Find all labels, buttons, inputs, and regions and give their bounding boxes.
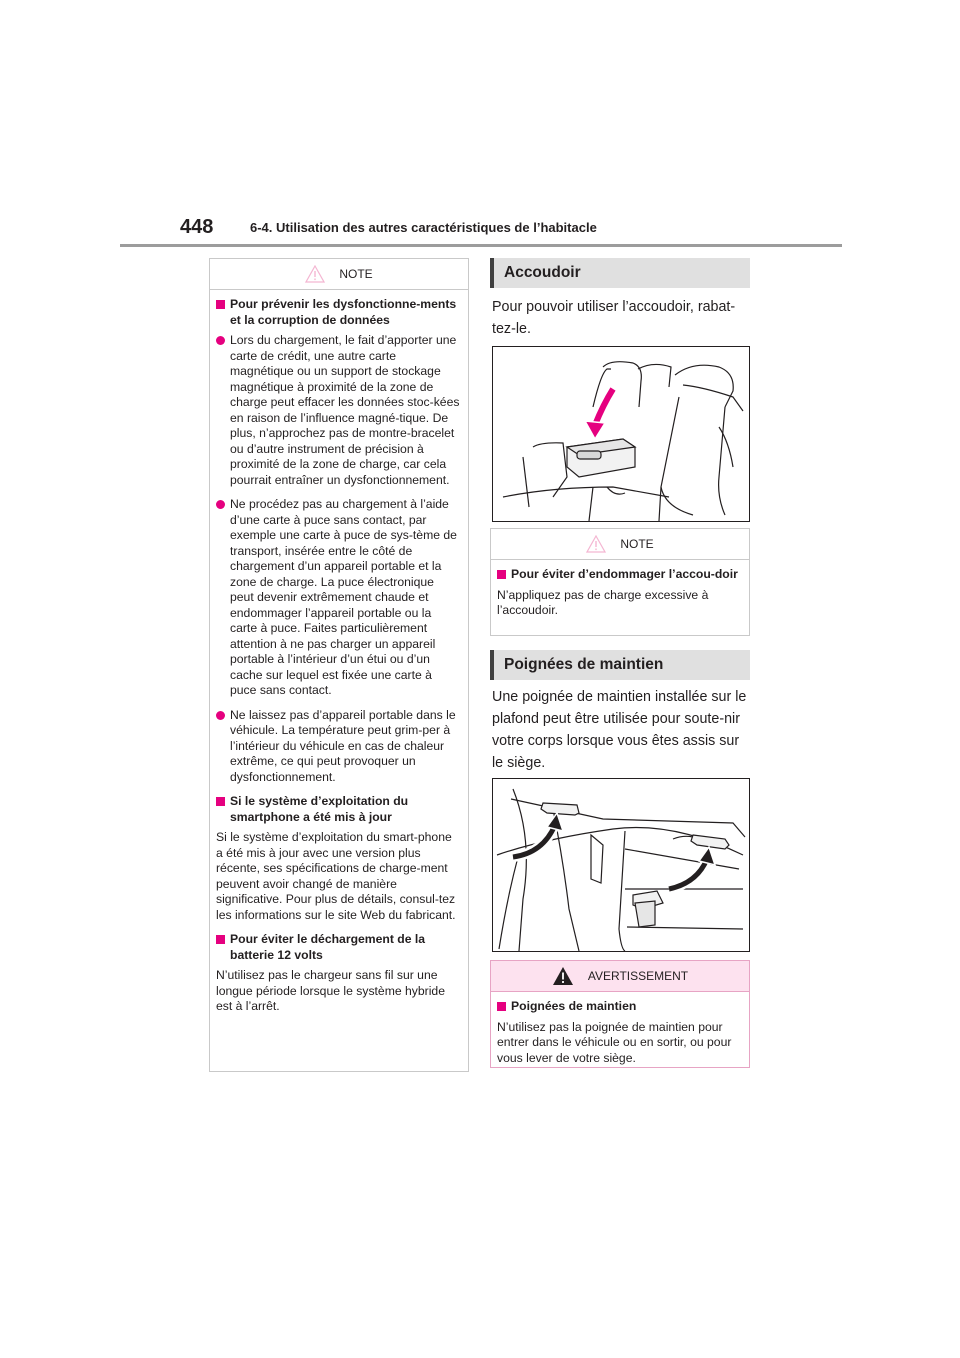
square-bullet-icon [497, 570, 506, 579]
note-heading-text: Pour prévenir les dysfonctionne-ments et la corruption de données [230, 297, 457, 327]
square-bullet-icon [216, 300, 225, 309]
note-heading-text: Pour éviter d’endommager l’accou-doir [511, 567, 738, 581]
note-bullet [216, 333, 461, 488]
accoudoir-text: Pour pouvoir utiliser l’accoudoir, rabat-tez-le. [492, 299, 736, 337]
note-bullet-text: Ne procédez pas au chargement à l’aide d’une carte à puce sans contact, par exemple une carte à puce de sys-tème de transport, insérée entre le côté de chargement d’un appareil portable et la zone de charge. La puce électronique peut devenir extrêmement chaude et endommager l’appareil portable ou la carte à puce. Faites particulièrement attention à ne pas charger un appareil portable à l’intérieur d’un étui ou d’un cache sur lequel est fixée une carte à puce sans contact. [230, 497, 457, 697]
note-label: NOTE [620, 537, 654, 551]
page-number: 448 [180, 216, 214, 238]
note-heading-text: Pour éviter le déchargement de la batterie 12 volts [230, 932, 426, 962]
note-paragraph: Si le système d’exploitation du smart-phone a été mis à jour avec une version plus récente, ses spécifications de charge-ment peuvent avoir changé de manière significative. Pour plus de détails, consul-tez les informations sur le site Web du fabricant. [216, 830, 456, 922]
note-box-accoudoir [490, 528, 750, 636]
note-bullet [216, 708, 461, 786]
square-bullet-icon [216, 797, 225, 806]
warning-heading [497, 999, 742, 1015]
round-bullet-icon [216, 711, 225, 720]
warning-label: AVERTISSEMENT [587, 969, 689, 983]
note-box-charging [209, 258, 469, 1072]
section-heading-accoudoir [490, 258, 750, 288]
note-bullet [216, 497, 461, 699]
note-box-header [491, 529, 749, 560]
note-caution-icon [305, 265, 325, 283]
note-box-header [210, 259, 468, 290]
warning-box-header [491, 961, 749, 992]
note-label: NOTE [339, 267, 373, 281]
armrest-illustration [492, 346, 750, 522]
header-rule [120, 244, 842, 247]
section-heading-text: Accoudoir [504, 264, 581, 281]
note-bullet-text: Ne laissez pas d’appareil portable dans le véhicule. La température peut grim-per à l’intérieur du véhicule en cas de chaleur extrême, ce qui peut provoquer un dysfonctionnement. [230, 707, 456, 784]
warning-icon [552, 966, 574, 986]
note-bullet-text: Lors du chargement, le fait d’apporter une carte de crédit, une autre carte magnétique ou un support de stockage magnétique à proximité de la zone de charge peut effacer les données stoc-kées en raison de l’influence magné-tique. De plus, n’approchez pas de montre-bracelet ou d’autre instrument de précision à proximité de la zone de charge, car cela pourrait entraîner un dysfonctionnement. [230, 333, 460, 487]
note-heading [216, 794, 461, 825]
square-bullet-icon [497, 1002, 506, 1011]
warning-box-poignees [490, 960, 750, 1068]
section-heading-text: Poignées de maintien [504, 656, 664, 673]
note-paragraph: N’appliquez pas de charge excessive à l’accoudoir. [497, 587, 709, 617]
note-heading [216, 932, 461, 963]
round-bullet-icon [216, 500, 225, 509]
square-bullet-icon [216, 935, 225, 944]
note-paragraph: N’utilisez pas le chargeur sans fil sur une longue période lorsque le système hybride est à l’arrêt. [216, 968, 445, 1013]
grab-handle-illustration [492, 778, 750, 952]
note-heading [497, 567, 742, 583]
warning-paragraph: N’utilisez pas la poignée de maintien pour entrer dans le véhicule ou en sortir, ou pour vous lever de votre siège. [497, 1019, 732, 1065]
poignees-text: Une poignée de maintien installée sur le plafond peut être utilisée pour soute-nir votre corps lorsque vous êtes assis sur le siège. [492, 689, 747, 771]
note-heading-text: Si le système d’exploitation du smartphone a été mis à jour [230, 794, 409, 824]
note-heading [216, 297, 461, 328]
round-bullet-icon [216, 336, 225, 345]
warning-heading-text: Poignées de maintien [511, 999, 637, 1013]
section-title: 6-4. Utilisation des autres caractéristiques de l’habitacle [250, 220, 597, 235]
note-caution-icon [586, 535, 606, 553]
section-heading-poignees [490, 650, 750, 680]
